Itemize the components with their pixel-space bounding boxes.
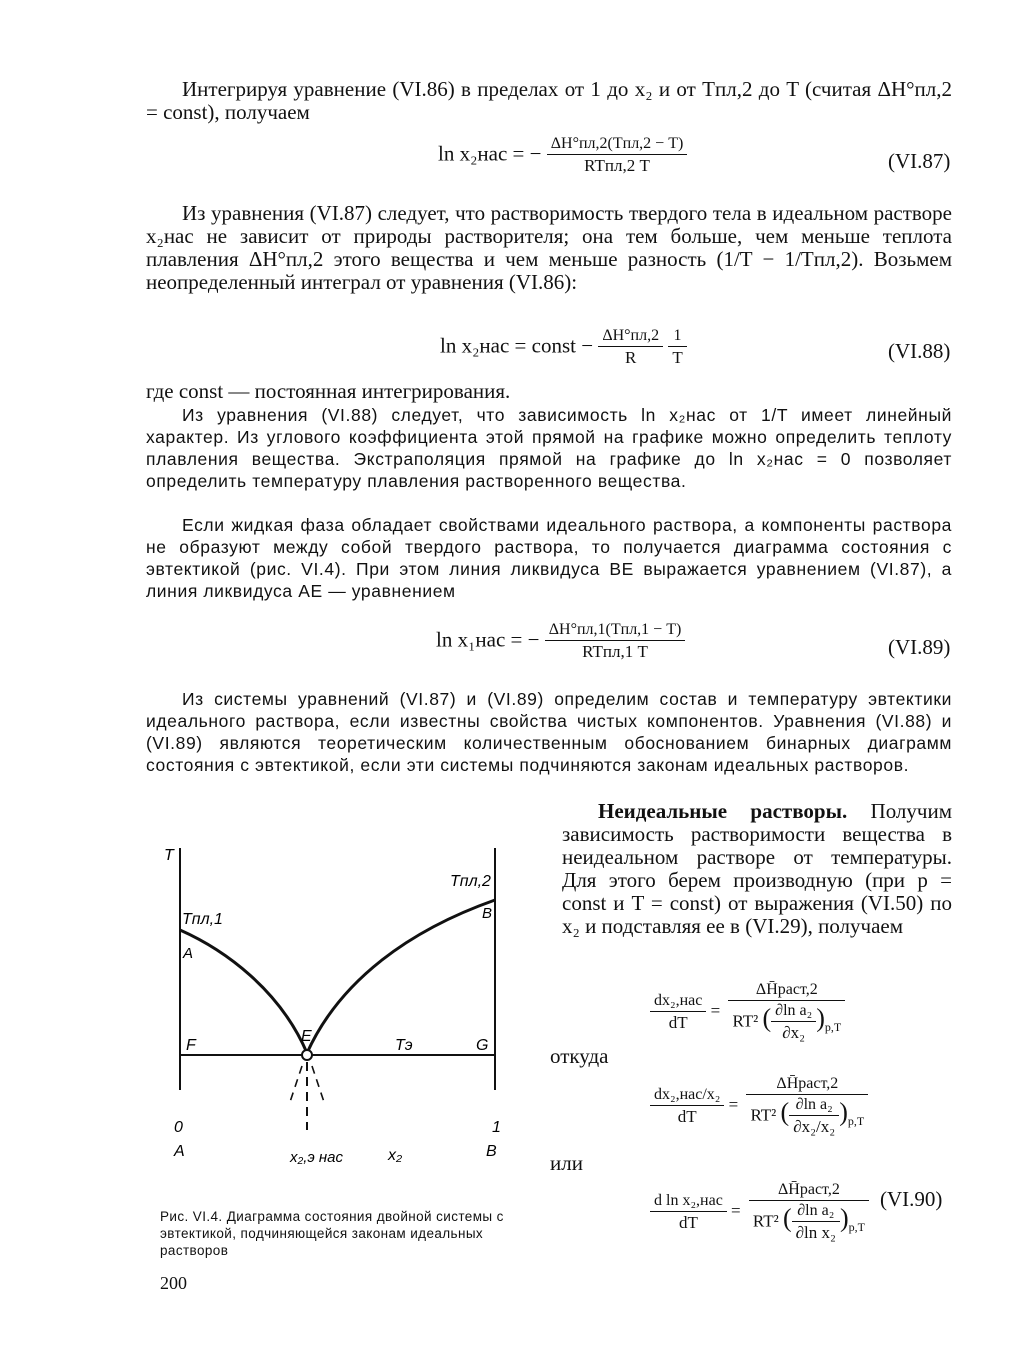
- eq-lhs: ln x₂нас = const −: [440, 333, 594, 358]
- paragraph-const: где const — постоянная интегрирования.: [146, 379, 511, 403]
- point-g: G: [476, 1037, 489, 1054]
- paragraph-solubility: Из уравнения (VI.87) следует, что растворимость твердого тела в идеальном растворе x₂нас не зависит от природы растворителя; она тем больше, чем меньше теплота плавления ΔH°пл,2 этого вещества и чем меньше разность (1/T − 1/Tпл,2). Возьмем неопределенный интеграл от уравнения (VI.86):: [146, 201, 952, 294]
- equation-number: (VI.87): [888, 149, 951, 173]
- eq-fraction: $\frac{\text{ΔH°пл,1(Tпл,1 − T)}}{\text{RTпл,1 T}}$: [545, 620, 686, 663]
- paragraph-system: Из системы уравнений (VI.87) и (VI.89) определим состав и температуру эвтектики идеального раствора, если известны свойства чистых компонентов. Уравнения (VI.88) и (VI.89) являются теоретическим количественным обоснованием бинарных диаграмм состояния с эвтектикой, если эти системы подчиняются законам идеальных растворов.: [146, 689, 952, 775]
- equation-vi-87: [438, 134, 687, 177]
- point-a: A: [183, 945, 194, 962]
- eq-fraction-2: $\frac{1}{T}$: [668, 326, 686, 369]
- page-number: 200: [160, 1273, 187, 1293]
- equation-number: (VI.90): [880, 1187, 943, 1211]
- equation-vi-88: [440, 326, 687, 369]
- ray-right: [312, 1066, 324, 1102]
- x-zero: 0: [174, 1119, 183, 1136]
- equation-derivative-3: $\frac{\text{d ln x₂,нас}}{dT}$ = ΔH̄раст,2 RT² ( $\frac{\text{∂ln a₂}}{\text{∂ln x₂}}$ )$_{p,T}$: [650, 1180, 869, 1244]
- equation-derivative-2: $\frac{\text{dx₂,нас/x₂}}{dT}$ = ΔH̄раст,2 RT² ( $\frac{\text{∂ln a₂}}{\text{∂x₂/x₂}}$ )$_{p,T}$: [650, 1074, 868, 1138]
- paragraph-linear: Из уравнения (VI.88) следует, что зависимость ln x₂нас от 1/T имеет линейный характер. Из углового коэффициента этой прямой на графике можно определить теплоту плавления вещества. Экстраполяция прямой на графике до ln x₂нас = 0 позволяет определить температуру плавления растворенного вещества.: [146, 405, 952, 491]
- tpl2-label: Tпл,2: [450, 873, 491, 890]
- phase-diagram-figure: [150, 840, 530, 1190]
- point-e: E: [301, 1028, 312, 1045]
- point-b: B: [482, 905, 493, 922]
- equation-number: (VI.89): [888, 635, 951, 659]
- ray-left: [290, 1066, 302, 1102]
- te-label: Tэ: [395, 1037, 413, 1054]
- word-ili: или: [550, 1151, 583, 1175]
- section-heading: Неидеальные растворы.: [598, 799, 848, 823]
- component-b: B: [486, 1143, 497, 1160]
- word-otkuda: откуда: [550, 1044, 609, 1068]
- paragraph-integration: Интегрируя уравнение (VI.86) в пределах от 1 до x₂ и от Tпл,2 до T (считая ΔH°пл,2 = const), получаем: [146, 77, 952, 124]
- point-f: F: [186, 1037, 196, 1054]
- eq-fraction: $\frac{\Delta H^\circ пл,2}{R}$: [598, 326, 663, 369]
- paragraph-eutectic: Если жидкая фаза обладает свойствами идеального раствора, а компоненты раствора не образуют между собой твердого раствора, то получается диаграмма состояния с эвтектикой (рис. VI.4). При этом линия ликвидуса BE выражается уравнением (VI.87), а линия ликвидуса AE — уравнением: [146, 515, 952, 601]
- eq-fraction: $\frac{\text{ΔH°пл,2(Tпл,2 − T)}}{\text{RTпл,2 T}}$: [547, 134, 688, 177]
- eutectic-point: [302, 1050, 312, 1060]
- figure-caption: Рис. VI.4. Диаграмма состояния двойной системы с эвтектикой, подчиняющейся законам идеальных растворов: [160, 1209, 504, 1258]
- y-axis-label: T: [164, 847, 174, 864]
- x-axis-label: x₂: [388, 1147, 403, 1164]
- paragraph-nonideal: Неидеальные растворы. Получим зависимость растворимости вещества в неидеальном растворе от температуры. Для этого берем производную (при p = const и T = const) от выражения (VI.50) по x₂ и подставляя ее в (VI.29), получаем: [562, 799, 952, 938]
- tpl1-label: Tпл,1: [182, 911, 223, 928]
- eq-lhs: ln x₁нас = −: [436, 627, 540, 652]
- equation-vi-89: [436, 620, 685, 663]
- phase-diagram-svg: [150, 840, 530, 1190]
- x-one: 1: [492, 1119, 501, 1136]
- equation-derivative-1: $\frac{\text{dx₂,нас}}{dT}$ = ΔH̄раст,2 RT² ( $\frac{\text{∂ln a₂}}{\text{∂x₂}}$ )$_{p,T}$: [650, 980, 845, 1044]
- eq-lhs: ln x₂нас = −: [438, 141, 542, 166]
- liquidus-be: [307, 900, 495, 1053]
- component-a: A: [174, 1143, 185, 1160]
- equation-number: (VI.88): [888, 339, 951, 363]
- liquidus-ae: [180, 930, 307, 1053]
- x-eutectic-label: x₂,э нас: [290, 1149, 344, 1166]
